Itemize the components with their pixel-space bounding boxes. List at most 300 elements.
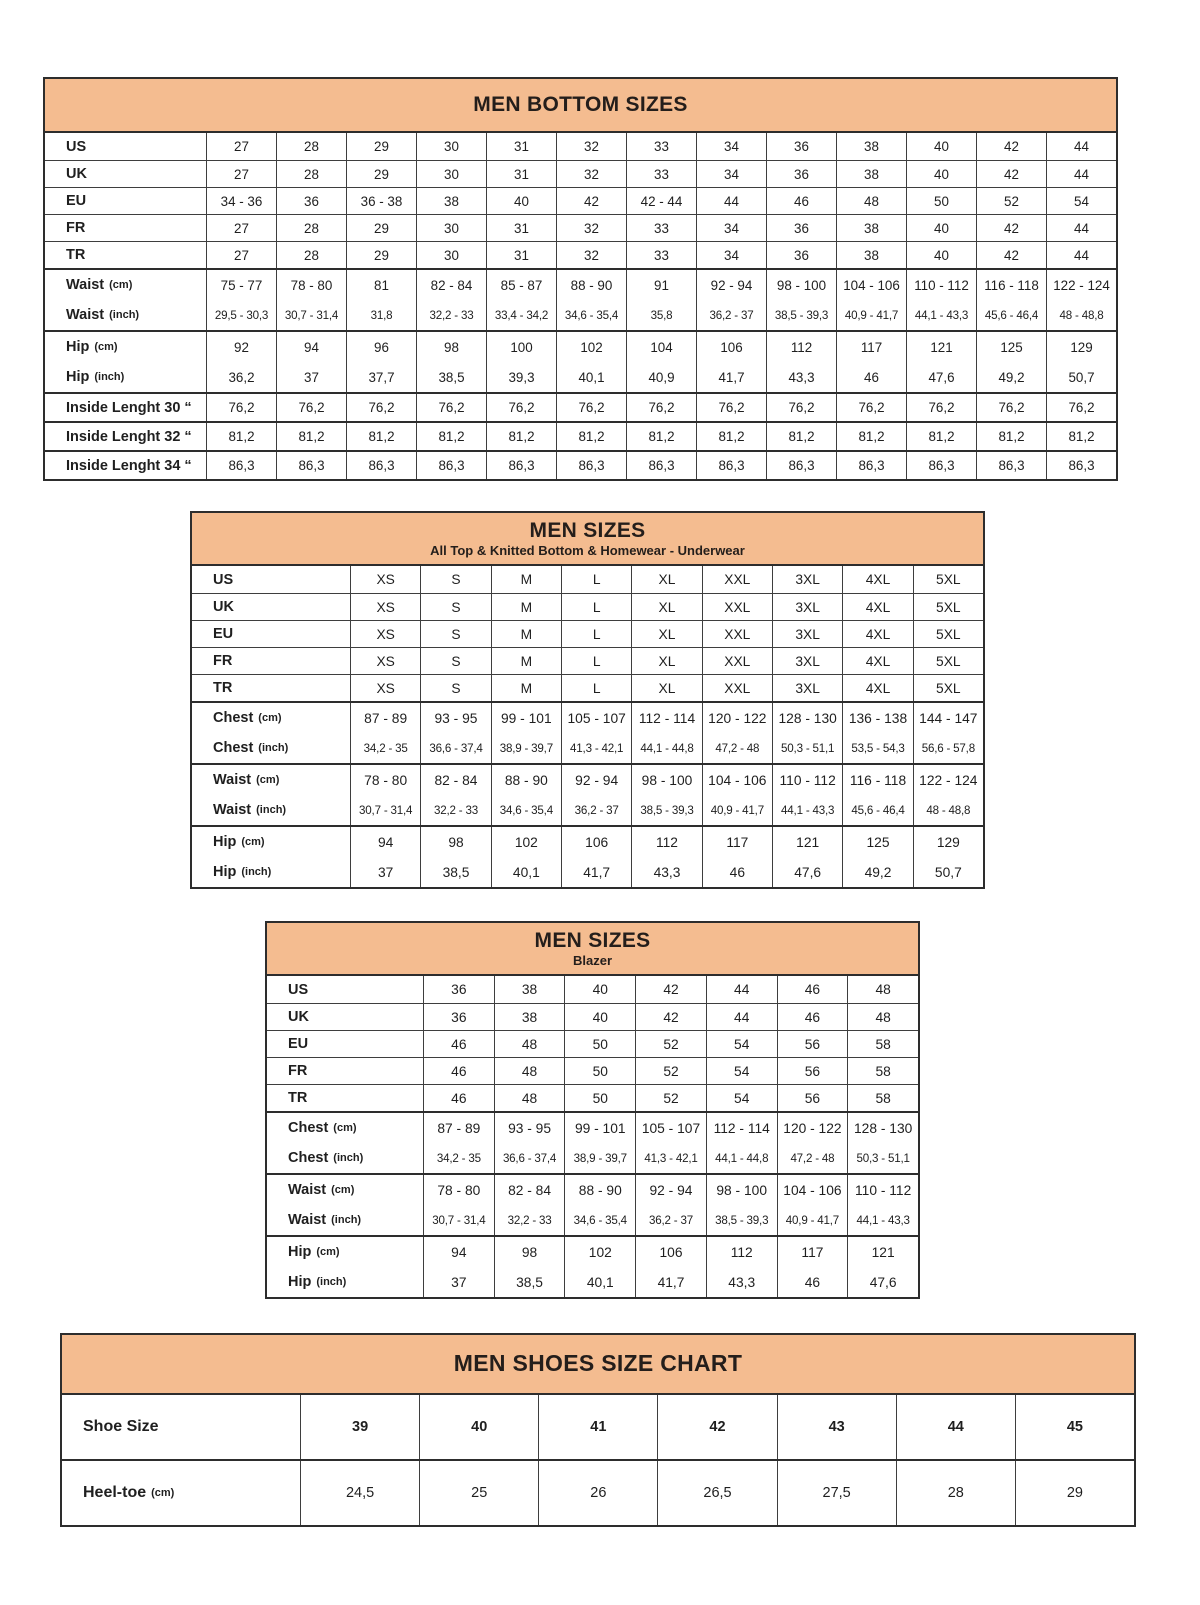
table-cell: 40: [564, 1004, 635, 1030]
table-cell: 4XL: [842, 594, 912, 620]
table-cell: 54: [706, 1058, 777, 1084]
table-cell: 41,3 - 42,1: [635, 1143, 706, 1173]
table-cell: 76,2: [976, 394, 1046, 421]
row-label: [45, 133, 206, 160]
row-label-unit: (inch): [331, 1214, 362, 1226]
table-cell: 104 - 106: [836, 270, 906, 300]
table-cell: 35,8: [626, 300, 696, 330]
table-cell: 30: [416, 215, 486, 241]
table-cell: 75 - 77: [206, 270, 276, 300]
table-cell: 47,2 - 48: [777, 1143, 848, 1173]
table-row: [45, 423, 1116, 450]
table-cell: 25: [419, 1461, 538, 1525]
table-cell: XXL: [702, 594, 772, 620]
table-cell: 32,2 - 33: [494, 1205, 565, 1235]
table-cell: 29,5 - 30,3: [206, 300, 276, 330]
table-cell: 78 - 80: [423, 1175, 494, 1205]
table-cell: 37: [350, 857, 420, 887]
row-label-text: EU: [66, 193, 87, 209]
table-cell: 27: [206, 161, 276, 187]
table-cell: 81,2: [626, 423, 696, 450]
table-subtitle: Blazer: [572, 952, 613, 968]
table-cell: 40,1: [491, 857, 561, 887]
table-cell: L: [561, 594, 631, 620]
row-label: [45, 270, 206, 300]
row-label-text: Hip: [213, 834, 237, 850]
table-cell: 40: [906, 133, 976, 160]
table-cell: 44: [1046, 133, 1116, 160]
table-cell: 31: [486, 133, 556, 160]
table-cell: 88 - 90: [491, 765, 561, 795]
row-label: [192, 675, 350, 701]
table-cell: M: [491, 621, 561, 647]
table-cell: 50: [564, 1058, 635, 1084]
table-cell: 46: [766, 188, 836, 214]
table-body: [267, 976, 918, 1297]
table-cell: 36: [423, 976, 494, 1003]
table-cell: 42: [657, 1395, 776, 1459]
table-cell: 5XL: [913, 566, 983, 593]
table-cell: 46: [777, 976, 848, 1003]
table-cell: 31: [486, 215, 556, 241]
table-row-group: [192, 566, 983, 701]
table-cell: 42: [976, 242, 1046, 268]
table-subtitle: All Top & Knitted Bottom & Homewear - Underwear: [430, 542, 745, 558]
table-cell: 43,3: [706, 1267, 777, 1297]
table-cell: 28: [276, 215, 346, 241]
table-cell: 44,1 - 43,3: [772, 795, 842, 825]
row-label-text: Chest: [213, 740, 254, 756]
table-cell: 81,2: [276, 423, 346, 450]
table-cell: 41,3 - 42,1: [561, 733, 631, 763]
table-row: [192, 795, 983, 825]
table-cell: 129: [913, 827, 983, 857]
table-cell: 92: [206, 332, 276, 362]
table-cell: 26: [538, 1461, 657, 1525]
table-cell: 36,2 - 37: [635, 1205, 706, 1235]
row-label-text: Waist: [213, 802, 252, 818]
row-label: [192, 857, 350, 887]
table-cell: 76,2: [416, 394, 486, 421]
row-label: [267, 1085, 423, 1111]
table-title: MEN SHOES SIZE CHART: [453, 1350, 743, 1377]
row-label: [267, 1113, 423, 1143]
row-label: [267, 1175, 423, 1205]
table-cell: 36,2 - 37: [561, 795, 631, 825]
table-row: [192, 566, 983, 593]
table-cell: 81,2: [346, 423, 416, 450]
table-cell: 36: [766, 133, 836, 160]
table-cell: 29: [1015, 1461, 1134, 1525]
table-cell: 99 - 101: [564, 1113, 635, 1143]
table-cell: 87 - 89: [350, 703, 420, 733]
table-cell: 32: [556, 161, 626, 187]
table-row: [45, 394, 1116, 421]
row-label-text: Hip: [213, 864, 237, 880]
table-title-band: [62, 1335, 1134, 1395]
row-label-text: Waist: [213, 772, 252, 788]
table-cell: XS: [350, 594, 420, 620]
row-label: [62, 1461, 300, 1525]
table-cell: 45: [1015, 1395, 1134, 1459]
table-cell: 81,2: [1046, 423, 1116, 450]
table-cell: 34: [696, 242, 766, 268]
table-row: [45, 241, 1116, 268]
row-label-unit: (cm): [241, 836, 265, 848]
table-row-group: [45, 330, 1116, 392]
table-cell: 32,2 - 33: [416, 300, 486, 330]
table-cell: XXL: [702, 621, 772, 647]
table-cell: 30: [416, 242, 486, 268]
row-label-unit: (inch): [316, 1276, 347, 1288]
table-cell: 112: [766, 332, 836, 362]
row-label: [45, 188, 206, 214]
table-cell: 31: [486, 161, 556, 187]
table-cell: 110 - 112: [772, 765, 842, 795]
table-cell: 36,6 - 37,4: [494, 1143, 565, 1173]
row-label-text: US: [213, 571, 234, 588]
table-cell: 39: [300, 1395, 419, 1459]
row-label-text: UK: [213, 599, 234, 615]
table-cell: XXL: [702, 566, 772, 593]
table-cell: 48: [847, 976, 918, 1003]
row-label: [192, 566, 350, 593]
table-cell: 30,7 - 31,4: [276, 300, 346, 330]
table-cell: 76,2: [766, 394, 836, 421]
row-label: [45, 362, 206, 392]
table-body: [62, 1395, 1134, 1525]
table-row-group: [192, 701, 983, 763]
table-cell: 40: [906, 215, 976, 241]
table-row: [192, 620, 983, 647]
table-cell: 34: [696, 161, 766, 187]
table-cell: 42: [635, 1004, 706, 1030]
row-label-unit: (inch): [258, 742, 289, 754]
table-cell: 31,8: [346, 300, 416, 330]
table-cell: 42: [976, 133, 1046, 160]
row-label: [192, 648, 350, 674]
row-label-text: Waist: [288, 1212, 327, 1228]
table-row: [267, 1267, 918, 1297]
table-cell: 81,2: [696, 423, 766, 450]
table-cell: 54: [706, 1085, 777, 1111]
table-cell: 41,7: [696, 362, 766, 392]
table-row: [267, 1003, 918, 1030]
table-cell: 106: [635, 1237, 706, 1267]
table-cell: 38: [494, 1004, 565, 1030]
table-cell: 86,3: [416, 452, 486, 479]
table-cell: 4XL: [842, 675, 912, 701]
table-cell: 44: [696, 188, 766, 214]
table-cell: 29: [346, 133, 416, 160]
table-cell: 52: [976, 188, 1046, 214]
table-cell: 86,3: [696, 452, 766, 479]
row-label-text: Shoe Size: [83, 1418, 159, 1435]
table-cell: 86,3: [766, 452, 836, 479]
table-cell: M: [491, 648, 561, 674]
table-cell: 88 - 90: [564, 1175, 635, 1205]
table-cell: 44: [896, 1395, 1015, 1459]
row-label: [192, 594, 350, 620]
table-cell: 86,3: [276, 452, 346, 479]
table-cell: 58: [847, 1085, 918, 1111]
row-label: [192, 733, 350, 763]
table-title-band: [192, 513, 983, 566]
table-cell: 36: [423, 1004, 494, 1030]
table-cell: 52: [635, 1031, 706, 1057]
table-cell: 36 - 38: [346, 188, 416, 214]
table-cell: 41: [538, 1395, 657, 1459]
table-cell: 33: [626, 133, 696, 160]
row-label-text: Chest: [288, 1150, 329, 1166]
table-cell: 76,2: [206, 394, 276, 421]
table-cell: 81,2: [906, 423, 976, 450]
table-row: [267, 1205, 918, 1235]
row-label-text: FR: [66, 220, 86, 236]
table-cell: 5XL: [913, 648, 983, 674]
table-cell: 92 - 94: [635, 1175, 706, 1205]
table-cell: 41,7: [635, 1267, 706, 1297]
table-cell: 85 - 87: [486, 270, 556, 300]
table-cell: 34,6 - 35,4: [564, 1205, 635, 1235]
table-cell: 28: [276, 161, 346, 187]
table-row: [267, 976, 918, 1003]
row-label-text: UK: [66, 166, 87, 182]
table-cell: 106: [696, 332, 766, 362]
men-bottom-sizes-table: [43, 77, 1118, 481]
table-cell: 43,3: [766, 362, 836, 392]
table-cell: 50: [564, 1085, 635, 1111]
row-label-text: Hip: [288, 1274, 312, 1290]
table-cell: 129: [1046, 332, 1116, 362]
table-cell: 45,6 - 46,4: [976, 300, 1046, 330]
table-cell: 38,9 - 39,7: [491, 733, 561, 763]
table-cell: XL: [631, 621, 701, 647]
table-cell: 33: [626, 161, 696, 187]
table-cell: 37: [276, 362, 346, 392]
table-cell: 26,5: [657, 1461, 776, 1525]
table-cell: XL: [631, 594, 701, 620]
table-cell: 82 - 84: [416, 270, 486, 300]
table-cell: 44: [1046, 242, 1116, 268]
table-cell: 46: [423, 1031, 494, 1057]
table-cell: 34,2 - 35: [350, 733, 420, 763]
table-cell: 38: [836, 133, 906, 160]
table-cell: 44,1 - 43,3: [906, 300, 976, 330]
table-cell: 53,5 - 54,3: [842, 733, 912, 763]
table-row: [45, 160, 1116, 187]
table-cell: 86,3: [1046, 452, 1116, 479]
table-cell: 38,5 - 39,3: [766, 300, 836, 330]
table-cell: 104: [626, 332, 696, 362]
table-row-group: [267, 976, 918, 1111]
table-cell: 87 - 89: [423, 1113, 494, 1143]
table-cell: 41,7: [561, 857, 631, 887]
row-label: [267, 1143, 423, 1173]
table-cell: 50: [906, 188, 976, 214]
table-cell: 24,5: [300, 1461, 419, 1525]
table-cell: 98 - 100: [706, 1175, 777, 1205]
row-label: [267, 1031, 423, 1057]
table-cell: 38: [494, 976, 565, 1003]
table-cell: 50: [564, 1031, 635, 1057]
table-cell: 36: [766, 215, 836, 241]
men-sizes-blazer-table: [265, 921, 920, 1299]
row-label-text: Chest: [213, 710, 254, 726]
row-label-unit: (cm): [94, 341, 118, 353]
table-cell: 81: [346, 270, 416, 300]
table-cell: 81,2: [766, 423, 836, 450]
table-cell: 40,1: [556, 362, 626, 392]
table-cell: 38,5 - 39,3: [631, 795, 701, 825]
row-label: [45, 332, 206, 362]
table-cell: 98 - 100: [631, 765, 701, 795]
table-cell: 88 - 90: [556, 270, 626, 300]
row-label-unit: (inch): [241, 866, 272, 878]
table-cell: 76,2: [1046, 394, 1116, 421]
table-cell: 78 - 80: [350, 765, 420, 795]
table-row: [267, 1237, 918, 1267]
row-label-unit: (cm): [316, 1246, 340, 1258]
table-cell: 38: [836, 242, 906, 268]
table-row-group: [267, 1235, 918, 1297]
table-cell: 82 - 84: [420, 765, 490, 795]
men-sizes-top-table: [190, 511, 985, 889]
row-label-text: US: [66, 138, 87, 155]
table-cell: 46: [423, 1058, 494, 1084]
table-cell: 102: [491, 827, 561, 857]
table-cell: 46: [423, 1085, 494, 1111]
table-cell: 33: [626, 215, 696, 241]
table-row: [192, 733, 983, 763]
table-cell: 43,3: [631, 857, 701, 887]
table-cell: 117: [777, 1237, 848, 1267]
table-cell: 27,5: [777, 1461, 896, 1525]
table-cell: 81,2: [836, 423, 906, 450]
table-cell: 36: [276, 188, 346, 214]
table-cell: 4XL: [842, 621, 912, 647]
table-cell: 49,2: [976, 362, 1046, 392]
table-body: [45, 133, 1116, 479]
table-row-group: [192, 763, 983, 825]
table-row: [267, 1057, 918, 1084]
table-cell: 48: [494, 1085, 565, 1111]
table-cell: 31: [486, 242, 556, 268]
table-cell: 42: [976, 161, 1046, 187]
row-label: [45, 423, 206, 450]
table-row: [267, 1143, 918, 1173]
row-label: [267, 1205, 423, 1235]
table-cell: 38: [416, 188, 486, 214]
table-cell: 34 - 36: [206, 188, 276, 214]
row-label-text: TR: [288, 1090, 308, 1106]
row-label: [267, 1267, 423, 1297]
table-cell: 121: [847, 1237, 918, 1267]
row-label: [192, 827, 350, 857]
table-cell: 136 - 138: [842, 703, 912, 733]
table-cell: 38: [836, 215, 906, 241]
table-cell: 86,3: [556, 452, 626, 479]
table-cell: 96: [346, 332, 416, 362]
row-label-text: TR: [66, 247, 86, 263]
table-cell: 29: [346, 242, 416, 268]
table-cell: 99 - 101: [491, 703, 561, 733]
table-row-group: [45, 392, 1116, 421]
table-cell: 3XL: [772, 648, 842, 674]
table-cell: 46: [777, 1004, 848, 1030]
table-cell: 48: [847, 1004, 918, 1030]
table-title: MEN SIZES: [529, 518, 646, 542]
table-cell: 76,2: [276, 394, 346, 421]
row-label: [45, 242, 206, 268]
row-label: [45, 394, 206, 421]
table-cell: S: [420, 594, 490, 620]
table-cell: XS: [350, 675, 420, 701]
row-label-text: FR: [288, 1063, 308, 1079]
table-cell: 86,3: [346, 452, 416, 479]
table-cell: S: [420, 621, 490, 647]
table-cell: 125: [976, 332, 1046, 362]
row-label-text: FR: [213, 653, 233, 669]
table-cell: 82 - 84: [494, 1175, 565, 1205]
table-cell: 27: [206, 242, 276, 268]
table-cell: 33: [626, 242, 696, 268]
table-row-group: [45, 133, 1116, 268]
table-cell: 34,6 - 35,4: [491, 795, 561, 825]
table-row: [192, 857, 983, 887]
table-cell: 54: [1046, 188, 1116, 214]
table-cell: 86,3: [626, 452, 696, 479]
table-cell: 121: [772, 827, 842, 857]
row-label: [267, 1237, 423, 1267]
table-cell: 38,5: [416, 362, 486, 392]
table-cell: 47,6: [772, 857, 842, 887]
row-label-text: UK: [288, 1009, 309, 1025]
table-cell: 94: [350, 827, 420, 857]
table-cell: 144 - 147: [913, 703, 983, 733]
table-row: [192, 593, 983, 620]
table-cell: 47,6: [847, 1267, 918, 1297]
table-cell: 42: [556, 188, 626, 214]
table-cell: L: [561, 675, 631, 701]
table-row: [62, 1395, 1134, 1459]
table-cell: 56: [777, 1031, 848, 1057]
table-cell: 50,7: [913, 857, 983, 887]
table-row: [267, 1113, 918, 1143]
table-cell: 40,9 - 41,7: [836, 300, 906, 330]
table-cell: 117: [836, 332, 906, 362]
table-cell: 38: [836, 161, 906, 187]
table-cell: 48 - 48,8: [913, 795, 983, 825]
table-cell: 36,6 - 37,4: [420, 733, 490, 763]
table-cell: 40: [486, 188, 556, 214]
table-cell: 121: [906, 332, 976, 362]
table-cell: 44: [706, 976, 777, 1003]
table-cell: 30: [416, 161, 486, 187]
table-cell: 42 - 44: [626, 188, 696, 214]
table-cell: 40: [906, 161, 976, 187]
row-label: [267, 976, 423, 1003]
table-cell: 110 - 112: [847, 1175, 918, 1205]
table-cell: 46: [836, 362, 906, 392]
table-cell: 5XL: [913, 594, 983, 620]
table-cell: 49,2: [842, 857, 912, 887]
table-cell: 122 - 124: [913, 765, 983, 795]
table-cell: XL: [631, 566, 701, 593]
table-title-band: [45, 79, 1116, 133]
table-cell: 128 - 130: [847, 1113, 918, 1143]
table-cell: 98: [416, 332, 486, 362]
